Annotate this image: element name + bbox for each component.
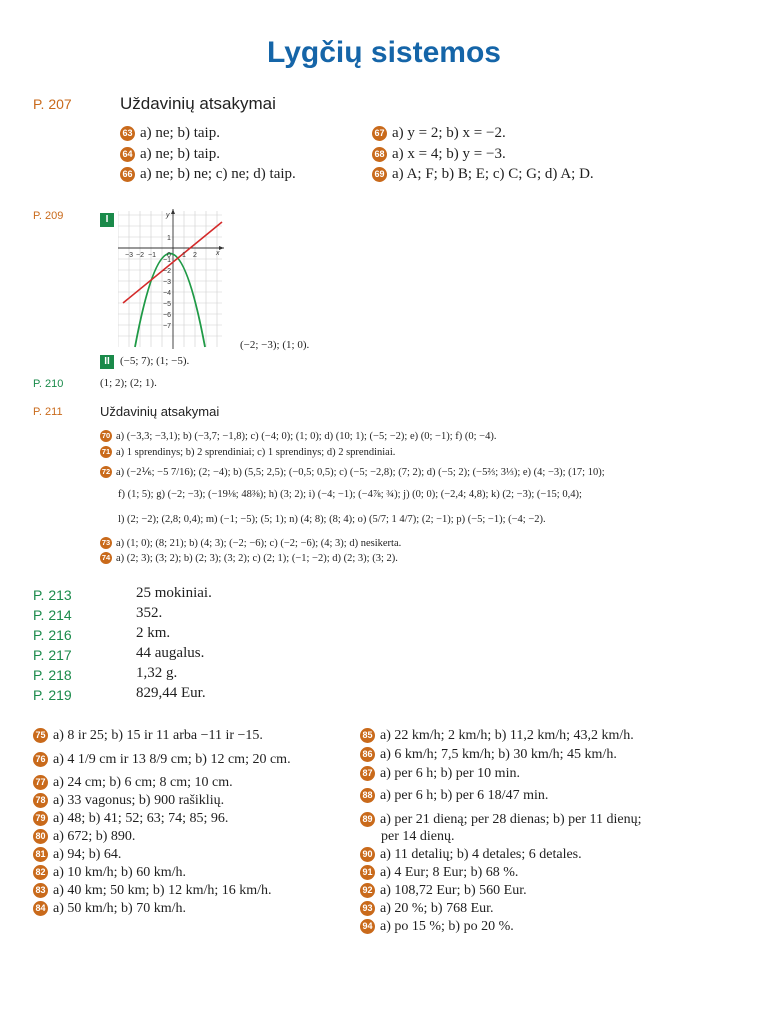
exercise-number-badge: 88	[360, 788, 375, 803]
exercise-number-badge: 84	[33, 901, 48, 916]
answer-item-67: 67 a) y = 2; b) x = −2.	[372, 125, 506, 142]
exercise-number-badge: 73	[101, 538, 111, 547]
task-label-ii: II	[100, 355, 114, 369]
page-ref-207: P. 207	[33, 96, 72, 112]
graph-figure	[118, 207, 228, 349]
answer-item-91: 91 a) 4 Eur; 8 Eur; b) 68 %.	[360, 865, 518, 881]
exercise-number-badge: 81	[33, 847, 48, 862]
page-ref-213: P. 213	[33, 587, 72, 603]
exercise-number-badge: 82	[33, 865, 48, 880]
y-axis-label: y	[166, 212, 170, 219]
answer-item-71: 71 a) 1 sprendinys; b) 2 sprendiniai; c) 1 sprendinys; d) 2 sprendiniai.	[101, 447, 396, 458]
answer-216: 2 km.	[136, 625, 171, 641]
y-tick-label: −2	[163, 268, 171, 275]
section-heading-207: Uždavinių atsakymai	[120, 94, 276, 113]
section-heading-211: Uždavinių atsakymai	[100, 404, 220, 419]
answer-item-86: 86 a) 6 km/h; 7,5 km/h; b) 30 km/h; 45 km/h.	[360, 747, 617, 763]
graph-answer: (−2; −3); (1; 0).	[240, 339, 310, 351]
exercise-number-badge: 85	[360, 728, 375, 743]
answer-item-81: 81 a) 94; b) 64.	[33, 847, 121, 863]
x-tick-label: −3	[125, 252, 133, 259]
x-tick-label: −1	[148, 252, 156, 259]
exercise-number-badge: 72	[101, 467, 111, 476]
exercise-number-badge: 91	[360, 865, 375, 880]
page-ref-218: P. 218	[33, 667, 72, 683]
answer-item-73: 73 a) (1; 0); (8; 21); b) (4; 3); (−2; −6); c) (−2; −6); (4; 3); d) nesikerta.	[101, 538, 402, 549]
exercise-number-badge: 94	[360, 919, 375, 934]
answer-item-93: 93 a) 20 %; b) 768 Eur.	[360, 901, 494, 917]
y-tick-label: −4	[163, 290, 171, 297]
answer-item-63: 63 a) ne; b) taip.	[120, 125, 220, 142]
y-tick-label: −6	[163, 312, 171, 319]
answer-219: 829,44 Eur.	[136, 685, 206, 701]
x-axis-label: x	[216, 250, 220, 257]
x-tick-label: 0	[167, 252, 171, 259]
task-ii-answer: II (−5; 7); (1; −5).	[100, 355, 189, 369]
exercise-number-badge: 83	[33, 883, 48, 898]
exercise-number-badge: 77	[33, 775, 48, 790]
y-tick-label: −7	[163, 323, 171, 330]
answer-item-76: 76 a) 4 1/9 cm ir 13 8/9 cm; b) 12 cm; 20 cm.	[33, 752, 291, 768]
page-ref-216: P. 216	[33, 627, 72, 643]
y-tick-label: −1	[163, 257, 171, 264]
page-ref-217: P. 217	[33, 647, 72, 663]
exercise-number-badge: 80	[33, 829, 48, 844]
answer-214: 352.	[136, 605, 163, 621]
task-label-i: I	[100, 209, 114, 227]
answer-item-89: 89 a) per 21 dieną; per 28 dienas; b) per 11 dienų;	[360, 812, 642, 828]
exercise-number-badge: 67	[372, 126, 387, 141]
exercise-number-badge: 66	[120, 167, 135, 182]
answer-item-79: 79 a) 48; b) 41; 52; 63; 74; 85; 96.	[33, 811, 228, 827]
answer-217: 44 augalus.	[136, 645, 205, 661]
exercise-number-badge: 87	[360, 766, 375, 781]
answer-item-82: 82 a) 10 km/h; b) 60 km/h.	[33, 865, 186, 881]
exercise-number-badge: 71	[101, 447, 111, 456]
answer-item-85: 85 a) 22 km/h; 2 km/h; b) 11,2 km/h; 43,2 km/h.	[360, 728, 634, 744]
straight-line	[123, 222, 222, 303]
answer-213: 25 mokiniai.	[136, 585, 212, 601]
answer-210: (1; 2); (2; 1).	[100, 377, 157, 389]
exercise-number-badge: 74	[101, 553, 111, 562]
answer-item-75: 75 a) 8 ir 25; b) 15 ir 11 arba −11 ir −15.	[33, 728, 263, 744]
exercise-number-badge: 92	[360, 883, 375, 898]
x-tick-label: 2	[193, 252, 197, 259]
answer-item-66: 66 a) ne; b) ne; c) ne; d) taip.	[120, 166, 296, 183]
exercise-number-badge: 69	[372, 167, 387, 182]
exercise-number-badge: 70	[101, 431, 111, 440]
exercise-number-badge: 76	[33, 752, 48, 767]
answer-item-70: 70 a) (−3,3; −3,1); b) (−3,7; −1,8); c) (−4; 0); (1; 0); d) (10; 1); (−5; −2); e) (0; −1); f) (0; −4).	[101, 431, 497, 442]
exercise-number-badge: 79	[33, 811, 48, 826]
exercise-number-badge: 78	[33, 793, 48, 808]
answer-item-74: 74 a) (2; 3); (3; 2); b) (2; 3); (3; 2); c) (2; 1); (−1; −2); d) (2; 3); (3; 2).	[101, 553, 398, 564]
answer-item-88: 88 a) per 6 h; b) per 6 18/47 min.	[360, 788, 548, 804]
answer-item-64: 64 a) ne; b) taip.	[120, 146, 220, 163]
page-ref-214: P. 214	[33, 607, 72, 623]
answer-item-72-cont: l) (2; −2); (2,8; 0,4); m) (−1; −5); (5; 1); n) (4; 8); (8; 4); o) (5/7; 1 4/7); (2; −1); p) (−5; −1); (−4; −2).	[118, 514, 546, 525]
answer-item-94: 94 a) po 15 %; b) po 20 %.	[360, 919, 514, 935]
page-ref-209: P. 209	[33, 210, 64, 222]
answer-item-72-cont: f) (1; 5); g) (−2; −3); (−19⅛; 48⅜); h) (3; 2); i) (−4; −1); (−4⅞; ¾); j) (0; 0); (−2,4; 4,8); k) (2; −3); (−15; 0,4);	[118, 489, 582, 500]
y-tick-label: −5	[163, 301, 171, 308]
y-tick-label: 1	[167, 235, 171, 242]
answer-item-89-cont: per 14 dienų.	[381, 829, 455, 844]
answer-item-80: 80 a) 672; b) 890.	[33, 829, 135, 845]
exercise-number-badge: 90	[360, 847, 375, 862]
answer-item-87: 87 a) per 6 h; b) per 10 min.	[360, 766, 520, 782]
exercise-number-badge: 93	[360, 901, 375, 916]
answer-item-83: 83 a) 40 km; 50 km; b) 12 km/h; 16 km/h.	[33, 883, 272, 899]
answer-item-78: 78 a) 33 vagonus; b) 900 rašiklių.	[33, 793, 224, 809]
answer-item-77: 77 a) 24 cm; b) 6 cm; 8 cm; 10 cm.	[33, 775, 233, 791]
exercise-number-badge: 68	[372, 147, 387, 162]
y-tick-label: −3	[163, 279, 171, 286]
page-ref-219: P. 219	[33, 687, 72, 703]
answer-item-84: 84 a) 50 km/h; b) 70 km/h.	[33, 901, 186, 917]
x-tick-label: −2	[136, 252, 144, 259]
exercise-number-badge: 64	[120, 147, 135, 162]
exercise-number-badge: 63	[120, 126, 135, 141]
answer-218: 1,32 g.	[136, 665, 178, 681]
exercise-number-badge: 75	[33, 728, 48, 743]
answer-item-68: 68 a) x = 4; b) y = −3.	[372, 146, 506, 163]
exercise-number-badge: 86	[360, 747, 375, 762]
exercise-number-badge: 89	[360, 812, 375, 827]
answer-item-69: 69 a) A; F; b) B; E; c) C; G; d) A; D.	[372, 166, 594, 183]
answer-item-92: 92 a) 108,72 Eur; b) 560 Eur.	[360, 883, 527, 899]
answer-item-72: 72 a) (−2⅙; −5 7/16); (2; −4); b) (5,5; 2,5); (−0,5; 0,5); c) (−5; −2,8); (7; 2); d) (−5; 2); (−5⅔; 3⅓); e) (4; −3); (17; 10);	[101, 467, 605, 478]
page-ref-210: P. 210	[33, 378, 64, 390]
page-title: Lygčių sistemos	[267, 36, 501, 69]
x-tick-label: 1	[182, 252, 186, 259]
answer-item-90: 90 a) 11 detalių; b) 4 detales; 6 detales.	[360, 847, 582, 863]
page-ref-211: P. 211	[33, 406, 63, 418]
